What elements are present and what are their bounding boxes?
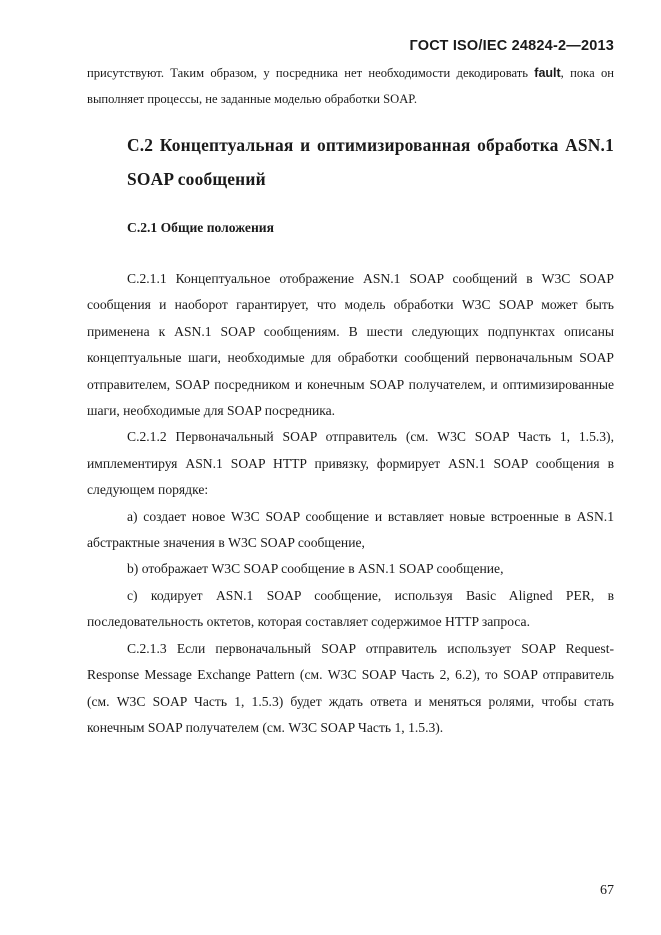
intro-paragraph (87, 60, 614, 112)
paragraph-c-2-1-2: С.2.1.2 Первоначальный SOAP отправитель (см. W3C SOAP Часть 1, 1.5.3), имплементируя ASN.1 SOAP HTTP привязку, формирует ASN.1 SOAP сообщения в следующем порядке: (87, 429, 614, 498)
section-heading: С.2 Концептуальная и оптимизированная обработка ASN.1 SOAP сообщений (127, 135, 614, 189)
list-item-b: b) отображает W3C SOAP сообщение в ASN.1 SOAP сообщение, (127, 561, 504, 577)
intro-text-start: присутствуют. Таким образом, у посредника нет необходимости декодировать (87, 66, 535, 80)
fault-keyword: fault (534, 66, 561, 80)
subsection-heading: С.2.1 Общие положения (127, 220, 274, 235)
page-number: 67 (600, 883, 614, 898)
intro-text-end: , пока он выполняет процессы, не заданные моделью обработки SOAP. (87, 66, 614, 106)
list-item-a: а) создает новое W3C SOAP сообщение и вставляет новые встроенные в ASN.1 абстрактные значения в W3C SOAP сообщение, (87, 508, 614, 551)
standard-header: ГОСТ ISO/IEC 24824-2—2013 (409, 38, 614, 54)
body-text (87, 266, 614, 741)
list-item-c: c) кодирует ASN.1 SOAP сообщение, используя Basic Aligned PER, в последовательность октетов, которая составляет содержимое HTTP запроса. (87, 587, 614, 630)
paragraph-c-2-1-3: С.2.1.3 Если первоначальный SOAP отправитель использует SOAP Request-Response Message Exchange Pattern (см. W3C SOAP Часть 2, 6.2), то SOAP отправитель (см. W3C SOAP Часть 1, 1.5.3) будет ждать ответа и меняться ролями, чтобы стать конечным SOAP получателем (см. W3C SOAP Часть 1, 1.5.3). (87, 640, 614, 735)
paragraph-c-2-1-1: С.2.1.1 Концептуальное отображение ASN.1 SOAP сообщений в W3C SOAP сообщения и наоборот гарантирует, что модель обработки W3C SOAP может быть применена к ASN.1 SOAP сообщениям. В шести следующих подпунктах описаны концептуальные шаги, необходимые для обработки сообщений первоначальным SOAP отправителем, SOAP посредником и конечным SOAP получателем, и оптимизированные шаги, необходимые для SOAP посредника. (87, 271, 614, 419)
